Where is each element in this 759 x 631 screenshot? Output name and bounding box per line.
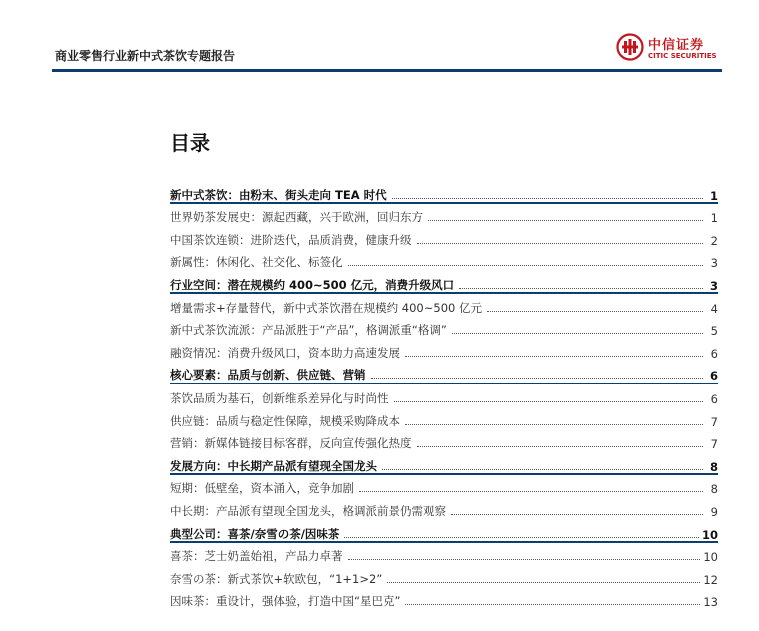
toc-entry-page: 1 [709, 188, 718, 203]
toc-section-link[interactable] [170, 451, 718, 474]
toc-entry-page: 4 [710, 301, 718, 316]
logo-text-cn: 中信证券 [648, 38, 705, 53]
toc-dot-leader [487, 310, 703, 312]
toc-dot-leader [344, 536, 699, 538]
citic-logo [616, 33, 726, 67]
toc-entry-page: 8 [709, 459, 718, 474]
page-header [0, 0, 759, 76]
toc-entry-page: 9 [710, 504, 718, 519]
toc-dot-leader [452, 332, 703, 334]
toc-entry-page: 7 [710, 414, 718, 429]
table-of-contents [170, 180, 718, 609]
toc-dot-leader [348, 558, 701, 560]
toc-dot-leader [405, 603, 700, 605]
toc-entry-label: 世界奶茶发展史：源起西藏，兴于欧洲，回归东方 [170, 210, 423, 225]
toc-dot-leader [405, 355, 703, 357]
toc-entry-page: 13 [703, 595, 718, 610]
toc-entry-page: 3 [709, 278, 718, 293]
toc-dot-leader [405, 423, 703, 425]
toc-subsection-link[interactable] [170, 496, 718, 519]
logo-text-en: CITIC SECURITIES [648, 52, 717, 60]
toc-dot-leader [382, 468, 703, 470]
toc-entry-page: 10 [701, 527, 718, 542]
toc-entry-label: 新中式茶饮：由粉末、街头走向 TEA 时代 [170, 187, 387, 202]
toc-dot-leader [392, 197, 703, 199]
toc-subsection-link[interactable] [170, 542, 718, 565]
toc-entry-page: 6 [710, 346, 718, 361]
toc-entry-page: 6 [709, 369, 718, 384]
toc-entry-page: 7 [710, 437, 718, 452]
toc-entry-label: 中长期：产品派有望现全国龙头，格调派前景仍需观察 [170, 503, 446, 518]
toc-entry-label: 典型公司：喜茶/奈雪の茶/因味茶 [170, 526, 340, 541]
toc-entry-page: 1 [710, 211, 718, 226]
citic-logo-icon [616, 33, 644, 61]
toc-subsection-link[interactable] [170, 406, 718, 429]
toc-subsection-link[interactable] [170, 248, 718, 271]
toc-entry-page: 5 [710, 324, 718, 339]
toc-subsection-link[interactable] [170, 383, 718, 406]
toc-entry-label: 短期：低壁垒，资本涌入，竞争加剧 [170, 481, 354, 496]
toc-dot-leader [451, 513, 703, 515]
report-title: 商业零售行业新中式茶饮专题报告 [55, 49, 236, 63]
toc-section-link[interactable] [170, 180, 718, 203]
toc-entry-page: 12 [703, 572, 718, 587]
toc-section-link[interactable] [170, 270, 718, 293]
toc-entry-label: 新中式茶饮流派：产品派胜于“产品”，格调派重“格调” [170, 323, 447, 338]
toc-entry-page: 8 [710, 482, 718, 497]
toc-dot-leader [459, 287, 703, 289]
toc-entry-label: 融资情况：消费升级风口，资本助力高速发展 [170, 345, 400, 360]
toc-title: 目录 [170, 131, 210, 155]
toc-subsection-link[interactable] [170, 316, 718, 339]
toc-dot-leader [417, 445, 704, 447]
toc-entry-label: 喜茶：芝士奶盖始祖，产品力卓著 [170, 549, 343, 564]
toc-section-link[interactable] [170, 361, 718, 384]
toc-dot-leader [359, 490, 703, 492]
toc-entry-label: 供应链：品质与稳定性保障，规模采购降成本 [170, 413, 400, 428]
toc-entry-label: 因味茶：重设计，强体验，打造中国“星巴克” [170, 594, 401, 609]
toc-entry-label: 发展方向：中长期产品派有望现全国龙头 [170, 458, 377, 473]
toc-entry-label: 茶饮品质为基石，创新维系差异化与时尚性 [170, 390, 389, 405]
toc-dot-leader [371, 377, 704, 379]
toc-subsection-link[interactable] [170, 203, 718, 226]
toc-entry-label: 中国茶饮连锁：进阶迭代，品质消费，健康升级 [170, 232, 412, 247]
toc-entry-label: 核心要素：品质与创新、供应链、营销 [170, 368, 366, 383]
toc-subsection-link[interactable] [170, 293, 718, 316]
toc-subsection-link[interactable] [170, 429, 718, 452]
toc-entry-label: 增量需求+存量替代，新中式茶饮潜在规模约 400~500 亿元 [170, 300, 482, 315]
toc-dot-leader [417, 242, 704, 244]
header-divider [52, 69, 722, 72]
toc-entry-label: 奈雪の茶：新式茶饮+软欧包，“1+1>2” [170, 571, 383, 586]
toc-dot-leader [387, 581, 700, 583]
toc-entry-label: 新属性：休闲化、社交化、标签化 [170, 255, 343, 270]
toc-section-link[interactable] [170, 519, 718, 542]
toc-dot-leader [428, 219, 703, 221]
toc-subsection-link[interactable] [170, 338, 718, 361]
toc-dot-leader [394, 400, 704, 402]
toc-subsection-link[interactable] [170, 225, 718, 248]
toc-subsection-link[interactable] [170, 587, 718, 610]
toc-entry-page: 3 [710, 256, 718, 271]
toc-entry-page: 2 [710, 233, 718, 248]
toc-subsection-link[interactable] [170, 474, 718, 497]
toc-entry-page: 10 [703, 550, 718, 565]
toc-entry-page: 6 [710, 391, 718, 406]
toc-entry-label: 行业空间：潜在规模约 400~500 亿元，消费升级风口 [170, 277, 455, 292]
toc-entry-label: 营销：新媒体链接目标客群，反向宣传强化热度 [170, 436, 412, 451]
toc-dot-leader [348, 264, 704, 266]
toc-subsection-link[interactable] [170, 564, 718, 587]
